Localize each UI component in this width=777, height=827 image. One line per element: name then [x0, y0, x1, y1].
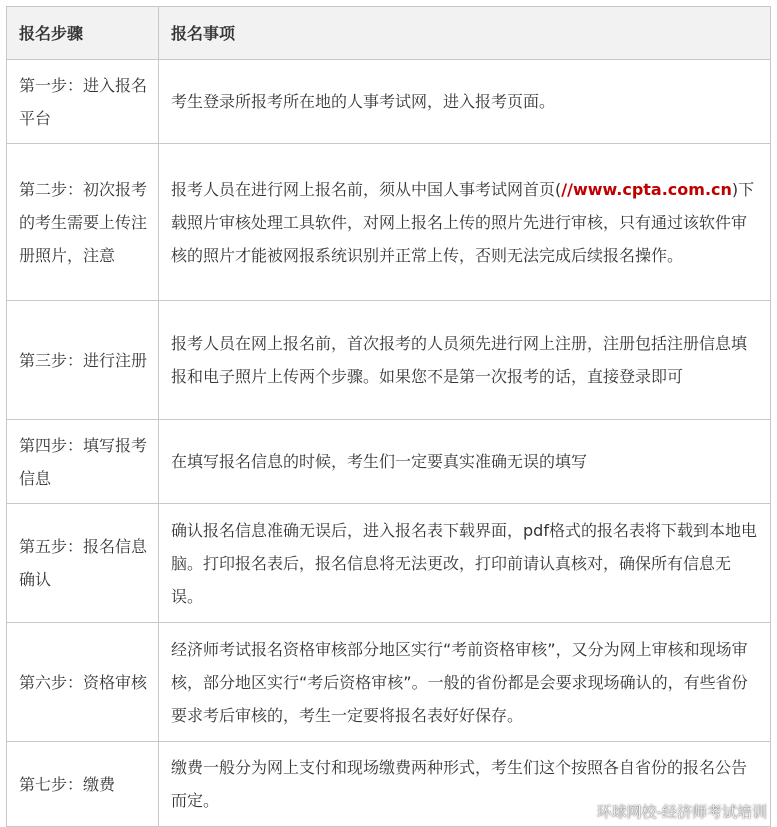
- step-cell: 第七步：缴费: [7, 742, 159, 827]
- column-header-items: 报名事项: [159, 7, 771, 60]
- step-cell: 第五步：报名信息确认: [7, 504, 159, 623]
- step-cell: 第二步：初次报考的考生需要上传注册照片，注意: [7, 144, 159, 301]
- step-cell: 第六步：资格审核: [7, 623, 159, 742]
- weibo-icon: [573, 804, 593, 820]
- step-cell: 第一步：进入报名平台: [7, 60, 159, 144]
- watermark: [573, 801, 767, 822]
- table-header-row: [7, 7, 771, 60]
- desc-cell: 报考人员在网上报名前，首次报考的人员须先进行网上注册，注册包括注册信息填报和电子照片上传两个步骤。如果您不是第一次报考的话，直接登录即可: [159, 301, 771, 420]
- desc-cell: 缴费一般分为网上支付和现场缴费两种形式，考生们这个按照各自省份的报名公告而定。: [159, 742, 771, 827]
- desc-cell: 确认报名信息准确无误后，进入报名表下载界面，pdf格式的报名表将下载到本地电脑。打印报名表后，报名信息将无法更改，打印前请认真核对，确保所有信息无误。: [159, 504, 771, 623]
- table-row: [7, 420, 771, 504]
- table-row: [7, 623, 771, 742]
- desc-cell: 考生登录所报考所在地的人事考试网，进入报考页面。: [159, 60, 771, 144]
- step-cell: 第四步：填写报考信息: [7, 420, 159, 504]
- column-header-step: 报名步骤: [7, 7, 159, 60]
- registration-steps-table: [6, 6, 771, 827]
- table-row: [7, 301, 771, 420]
- desc-text: 报考人员在进行网上报名前，须从中国人事考试网首页(: [171, 179, 562, 199]
- desc-cell: 经济师考试报名资格审核部分地区实行“考前资格审核”，又分为网上审核和现场审核，部分地区实行“考后资格审核”。一般的省份都是会要求现场确认的，有些省份要求考后审核的，考生一定要将报名表好好保存。: [159, 623, 771, 742]
- table-row: [7, 60, 771, 144]
- table-row: [7, 504, 771, 623]
- cpta-link[interactable]: //www.cpta.com.cn: [561, 179, 732, 199]
- desc-cell: [159, 144, 771, 301]
- step-cell: 第三步：进行注册: [7, 301, 159, 420]
- desc-text: )下载照片审核处理工具软件，对网上报名上传的照片先进行审核，只有通过该软件审核的照片才能被网报系统识别并正常上传，否则无法完成后续报名操作。: [171, 179, 755, 265]
- watermark-text: 环球网校-经济师考试培训: [596, 803, 767, 821]
- desc-cell: 在填写报名信息的时候，考生们一定要真实准确无误的填写: [159, 420, 771, 504]
- table-row: [7, 144, 771, 301]
